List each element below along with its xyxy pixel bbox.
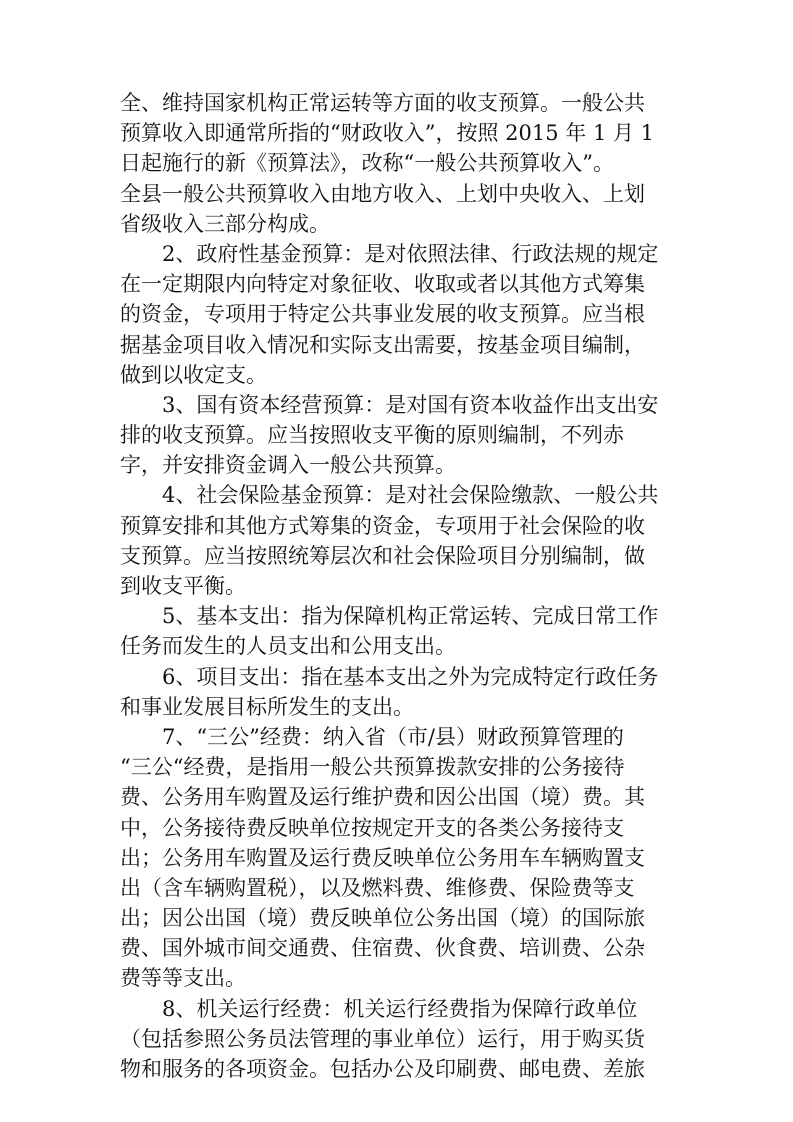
- text-line-9: 据基金项目收入情况和实际支出需要，按基金项目编制，: [120, 332, 645, 357]
- text-line-15: 预算安排和其他方式筹集的资金，专项用于社会保险的收: [120, 513, 645, 538]
- text-line-16: 支预算。应当按照统筹层次和社会保险项目分别编制，做: [120, 543, 645, 568]
- text-line-14: 4、社会保险基金预算：是对社会保险缴款、一般公共: [162, 483, 659, 508]
- text-line-24: 费、公务用车购置及运行维护费和因公出国（境）费。其: [120, 785, 645, 810]
- text-line-11: 3、国有资本经营预算：是对国有资本收益作出支出安: [162, 392, 659, 417]
- text-line-25: 中，公务接待费反映单位按规定开支的各类公务接待支: [120, 815, 624, 840]
- text-line-7: 在一定期限内向特定对象征收、收取或者以其他方式筹集: [120, 272, 645, 297]
- text-line-21: 和事业发展目标所发生的支出。: [120, 694, 414, 719]
- text-line-3: 日起施行的新《预算法》，改称“一般公共预算收入”。: [120, 151, 614, 176]
- text-line-29: 费、国外城市间交通费、住宿费、伙食费、培训费、公杂: [120, 936, 645, 961]
- text-line-31: 8、机关运行经费：机关运行经费指为保障行政单位: [162, 996, 638, 1021]
- text-line-4: 全县一般公共预算收入由地方收入、上划中央收入、上划: [120, 181, 645, 206]
- text-line-33: 物和服务的各项资金。包括办公及印刷费、邮电费、差旅: [120, 1057, 645, 1081]
- text-line-19: 任务而发生的人员支出和公用支出。: [120, 634, 456, 659]
- text-line-5: 省级收入三部分构成。: [120, 211, 330, 236]
- text-line-23: “三公“经费，是指用一般公共预算拨款安排的公务接待: [120, 755, 625, 780]
- text-line-12: 排的收支预算。应当按照收支平衡的原则编制，不列赤: [120, 423, 624, 448]
- text-line-27: 出（含车辆购置税），以及燃料费、维修费、保险费等支: [120, 875, 635, 900]
- document-body: [120, 88, 680, 1084]
- text-line-13: 字，并安排资金调入一般公共预算。: [120, 453, 456, 478]
- text-line-28: 出；因公出国（境）费反映单位公务出国（境）的国际旅: [120, 906, 645, 931]
- text-line-8: 的资金，专项用于特定公共事业发展的收支预算。应当根: [120, 302, 645, 327]
- text-line-22: 7、“三公”经费：纳入省（市/县）财政预算管理的: [162, 724, 624, 749]
- text-line-6: 2、政府性基金预算：是对依照法律、行政法规的规定: [162, 241, 659, 266]
- text-line-18: 5、基本支出：指为保障机构正常运转、完成日常工作: [162, 604, 659, 629]
- text-line-26: 出；公务用车购置及运行费反映单位公务用车车辆购置支: [120, 845, 645, 870]
- text-line-17: 到收支平衡。: [120, 574, 246, 598]
- text-line-32: （包括参照公务员法管理的事业单位）运行，用于购买货: [120, 1026, 645, 1051]
- text-line-10: 做到以收定支。: [120, 362, 267, 387]
- text-line-1: 全、维持国家机构正常运转等方面的收支预算。一般公共: [120, 91, 645, 115]
- text-line-20: 6、项目支出：指在基本支出之外为完成特定行政任务: [162, 664, 659, 689]
- text-line-2: 预算收入即通常所指的“财政收入”，按照 2015 年 1 月 1: [120, 121, 655, 146]
- text-line-30: 费等等支出。: [120, 966, 246, 991]
